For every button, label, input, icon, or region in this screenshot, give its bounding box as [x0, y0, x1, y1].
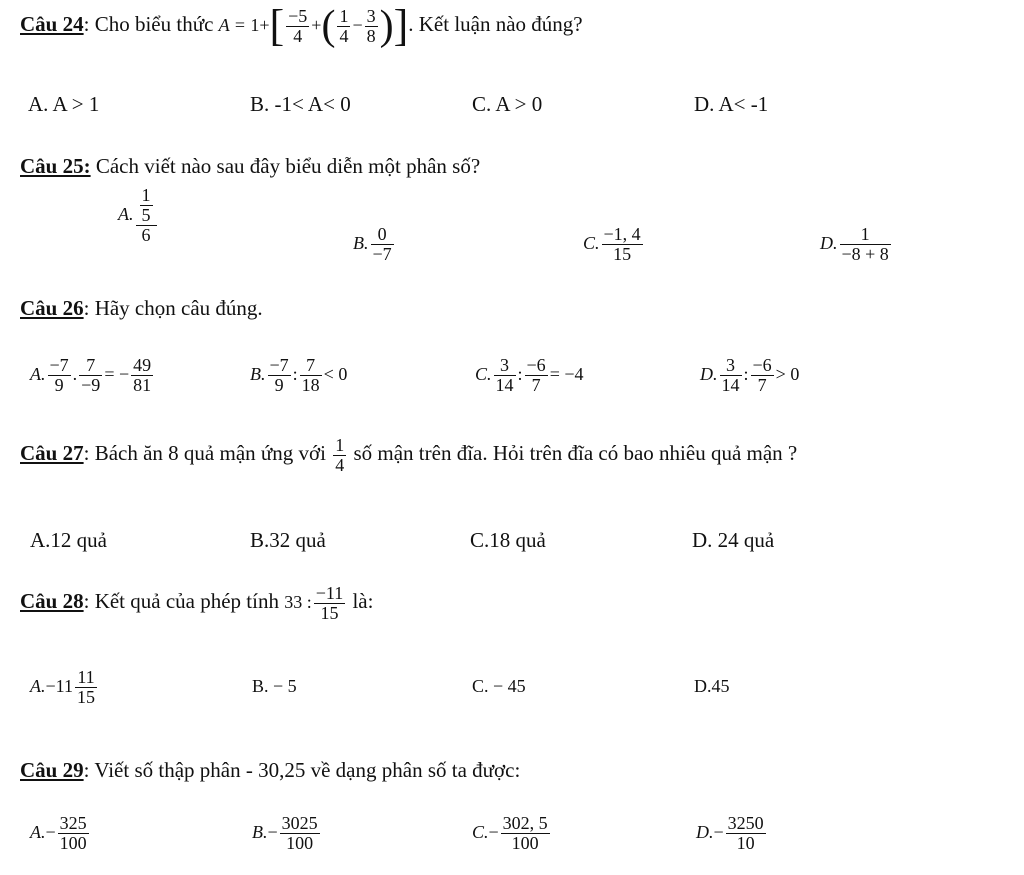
- right-paren: ): [379, 3, 394, 49]
- fraction: [371, 225, 394, 264]
- numerator: 1: [141, 185, 151, 205]
- option-b[interactable]: [250, 356, 347, 395]
- denominator: 15: [76, 686, 95, 707]
- fraction: [131, 356, 153, 395]
- option-d[interactable]: [696, 814, 768, 853]
- question-label: Câu 29: [20, 758, 84, 782]
- left-bracket: [: [269, 1, 285, 50]
- numerator: −6: [752, 355, 772, 375]
- denominator: 18: [301, 374, 320, 395]
- expr-plus: +: [259, 14, 270, 35]
- option-c[interactable]: C. − 45: [472, 676, 526, 696]
- question-26: [20, 296, 263, 321]
- question-29: [20, 758, 520, 783]
- fraction: [280, 814, 320, 853]
- numerator: 3: [366, 5, 376, 26]
- expr-plus: +: [311, 14, 322, 35]
- option-prefix: B.: [250, 364, 266, 385]
- fraction: [79, 356, 102, 395]
- denominator: 8: [366, 25, 376, 46]
- fraction: [525, 356, 548, 395]
- fraction: [48, 356, 71, 395]
- fraction: [333, 436, 346, 475]
- operator: .: [72, 364, 78, 385]
- question-text: số mận trên đĩa. Hỏi trên đĩa có bao nhiêu quả mận ?: [348, 441, 798, 466]
- fraction: [300, 356, 322, 395]
- sign: −: [713, 822, 724, 843]
- whole-part: −11: [45, 676, 73, 697]
- option-a[interactable]: A. A > 1: [28, 92, 100, 116]
- numerator: 7: [79, 356, 102, 376]
- option-prefix: D.: [696, 822, 714, 843]
- fraction: [602, 225, 643, 264]
- operator: :: [517, 364, 523, 385]
- operator: :: [292, 364, 298, 385]
- fraction: [314, 584, 345, 623]
- denominator: 10: [736, 832, 755, 853]
- question-label: Câu 24: [20, 11, 84, 36]
- fraction: [840, 225, 891, 264]
- denominator: 6: [141, 224, 151, 245]
- denominator: 4: [293, 25, 303, 46]
- denominator: 15: [613, 243, 632, 264]
- denominator: 7: [531, 374, 541, 395]
- relation: < 0: [323, 364, 348, 385]
- option-c[interactable]: C.18 quả: [470, 528, 546, 552]
- option-b[interactable]: [252, 814, 322, 853]
- numerator: 302, 5: [502, 813, 548, 833]
- numerator: 1: [339, 5, 349, 26]
- numerator: 3250: [727, 813, 764, 833]
- option-a[interactable]: [118, 186, 159, 245]
- option-prefix: C.: [583, 233, 600, 254]
- inner-fraction: [140, 186, 153, 225]
- denominator: 14: [721, 374, 740, 395]
- question-text: : Bách ăn 8 quả mận ứng với: [83, 441, 332, 466]
- denominator: −8 + 8: [841, 243, 889, 264]
- option-prefix: B.: [252, 822, 268, 843]
- question-text: là:: [347, 589, 374, 614]
- numerator: −7: [269, 355, 289, 375]
- option-d[interactable]: D.45: [694, 676, 730, 696]
- numerator: 3: [494, 356, 516, 376]
- option-prefix: A.: [30, 676, 46, 697]
- fraction: [720, 356, 742, 395]
- option-prefix: C.: [475, 364, 492, 385]
- option-prefix: A.: [30, 364, 46, 385]
- question-label: Câu 27: [20, 441, 84, 466]
- numerator: 1: [840, 225, 891, 245]
- fraction: [268, 356, 291, 395]
- sign: −: [488, 822, 499, 843]
- question-text: : Hãy chọn câu đúng.: [83, 296, 263, 320]
- option-prefix: D.: [820, 233, 838, 254]
- denominator: 81: [133, 374, 152, 395]
- equals: = −: [104, 364, 130, 385]
- numerator: 1: [335, 435, 345, 455]
- question-text: Cách viết nào sau đây biểu diễn một phân số?: [90, 154, 481, 178]
- option-c[interactable]: C. A > 0: [472, 92, 543, 116]
- numerator: 7: [300, 356, 322, 376]
- numerator: 49: [133, 355, 152, 375]
- question-label: Câu 26: [20, 296, 84, 320]
- numerator: −11: [315, 583, 344, 603]
- denominator: 9: [274, 374, 284, 395]
- option-prefix: D.: [700, 364, 718, 385]
- option-b[interactable]: B. − 5: [252, 676, 297, 696]
- denominator: 4: [339, 25, 349, 46]
- fraction: [337, 7, 350, 46]
- sign: −: [45, 822, 56, 843]
- option-b[interactable]: [353, 225, 396, 264]
- option-c[interactable]: [583, 225, 645, 264]
- denominator: 15: [320, 602, 339, 623]
- option-a[interactable]: [30, 356, 155, 395]
- option-c[interactable]: [472, 814, 552, 853]
- question-text: : Viết số thập phân - 30,25 về dạng phân số ta được:: [83, 758, 521, 782]
- numerator: 11: [75, 668, 97, 688]
- denominator: 100: [59, 832, 87, 853]
- numerator: −7: [49, 355, 69, 375]
- option-d[interactable]: D. 24 quả: [692, 528, 775, 552]
- expr-left: 33 :: [284, 592, 312, 613]
- numerator: −6: [526, 355, 546, 375]
- option-prefix: B.: [353, 233, 369, 254]
- relation: = −4: [549, 364, 584, 385]
- option-a[interactable]: A.12 quả: [30, 528, 107, 552]
- right-bracket: ]: [393, 1, 409, 50]
- option-c[interactable]: [475, 356, 584, 395]
- question-25: [20, 154, 480, 179]
- option-b[interactable]: B.32 quả: [250, 528, 326, 552]
- option-d[interactable]: [700, 356, 799, 395]
- question-text: . Kết luận nào đúng?: [408, 11, 583, 36]
- denominator: 9: [54, 374, 64, 395]
- fraction: [726, 814, 766, 853]
- numerator: 3: [720, 356, 742, 376]
- option-b[interactable]: B. -1< A< 0: [250, 92, 351, 116]
- question-text: : Cho biểu thức: [83, 11, 219, 36]
- question-label: Câu 25:: [20, 154, 91, 178]
- relation: > 0: [775, 364, 800, 385]
- fraction: [75, 668, 97, 707]
- question-text: : Kết quả của phép tính: [83, 589, 285, 614]
- numerator: −1, 4: [603, 224, 641, 244]
- denominator: 100: [286, 832, 314, 853]
- numerator: [136, 186, 157, 226]
- compound-fraction: [136, 186, 157, 245]
- numerator: 3025: [281, 813, 318, 833]
- numerator: 325: [59, 813, 87, 833]
- option-prefix: A.: [30, 822, 46, 843]
- denominator: 14: [495, 374, 514, 395]
- question-24: [20, 1, 583, 50]
- denominator: −7: [372, 243, 392, 264]
- option-a[interactable]: [30, 668, 99, 707]
- expr-one: 1: [250, 14, 260, 35]
- fraction: [494, 356, 516, 395]
- operator: :: [743, 364, 749, 385]
- numerator: 0: [371, 225, 394, 245]
- question-28: [20, 584, 373, 623]
- option-prefix: A.: [118, 204, 134, 225]
- left-paren: (: [321, 3, 336, 49]
- expr-eq: =: [234, 14, 246, 35]
- fraction: [501, 814, 550, 853]
- denominator: −9: [81, 374, 101, 395]
- denominator: 4: [335, 454, 345, 475]
- question-label: Câu 28: [20, 589, 84, 614]
- numerator: −5: [288, 5, 308, 26]
- expr-lhs: A: [218, 14, 230, 35]
- fraction: [365, 7, 378, 46]
- option-d[interactable]: D. A< -1: [694, 92, 769, 116]
- option-prefix: C.: [472, 822, 489, 843]
- fraction: [751, 356, 774, 395]
- denominator: 7: [757, 374, 767, 395]
- expr-minus: −: [352, 14, 363, 35]
- option-a[interactable]: [30, 814, 91, 853]
- question-27: [20, 436, 797, 475]
- sign: −: [267, 822, 278, 843]
- denominator: 100: [511, 832, 539, 853]
- fraction: [286, 7, 309, 46]
- fraction: [58, 814, 89, 853]
- option-d[interactable]: [820, 225, 893, 264]
- denominator: 5: [141, 204, 151, 225]
